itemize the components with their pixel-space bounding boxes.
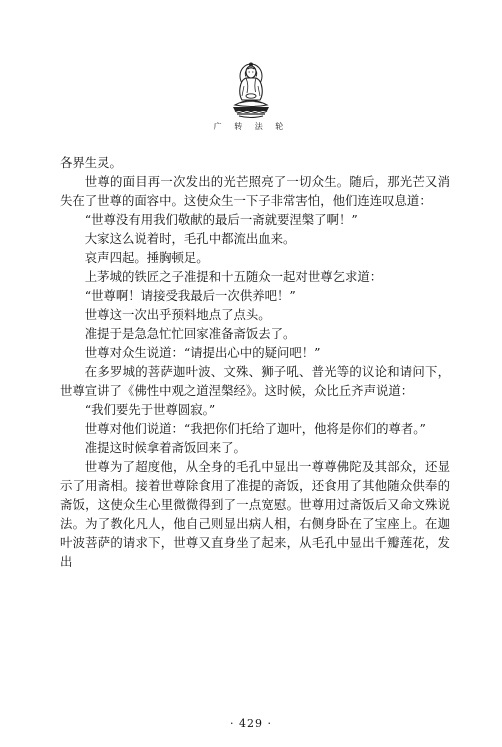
paragraph: 大家这么说着时，毛孔中都流出血来。 [84,231,296,246]
paragraph: 上茅城的铁匠之子准提和十五随众一起对世尊乞求道： [84,269,383,284]
paragraph: 世尊对众生说道：“请提出心中的疑问吧！” [84,345,321,360]
paragraph: “我们要先于世尊圆寂。” [84,402,216,417]
paragraph: 世尊对他们说道：“我把你们托给了迦叶，他将是你们的尊者。” [84,421,426,436]
paragraph: 世尊这一次出乎预料地点了点头。 [84,307,271,322]
header-title: 广 转 法 轮 [213,122,289,131]
paragraph: 世尊为了超度他，从全身的毛孔中显出一尊尊佛陀及其部众，还显示了用斋相。接着世尊除食用了准提的斋饭，还食用了其他随众供奉的斋饭，这使众生心里微微得到了一点宽慰。世尊用过斋饭后又命文殊说法。为了教化凡人，他自己则显出病人相，右侧身卧在了宝座上。在迦叶波菩萨的请求下，世尊又直身坐了起来，从毛孔中显出千瓣莲花，发出 [60,459,450,569]
paragraph: 在多罗城的菩萨迦叶波、文殊、狮子吼、普光等的议论和请问下，世尊宣讲了《佛性中观之道涅槃经》。这时候，众比丘齐声说道： [60,364,450,398]
paragraph: 各界生灵。 [60,155,122,170]
paragraph: 哀声四起。捶胸顿足。 [84,250,209,265]
paragraph: 准提于是急急忙忙回家准备斋饭去了。 [84,326,296,341]
paragraph: 准提这时候拿着斋饭回来了。 [84,440,246,455]
page-body [60,153,450,571]
paragraph: “世尊没有用我们敬献的最后一斋就要涅槃了啊！” [84,212,358,227]
buddha-icon [227,58,275,120]
paragraph: “世尊啊！请接受我最后一次供养吧！” [84,288,296,303]
page-header [0,58,502,132]
page-number: · 429 · [230,717,272,730]
paragraph: 世尊的面目再一次发出的光芒照亮了一切众生。随后，那光芒又消失在了世尊的面容中。这使众生一下子非常害怕，他们连连叹息道： [60,174,450,208]
